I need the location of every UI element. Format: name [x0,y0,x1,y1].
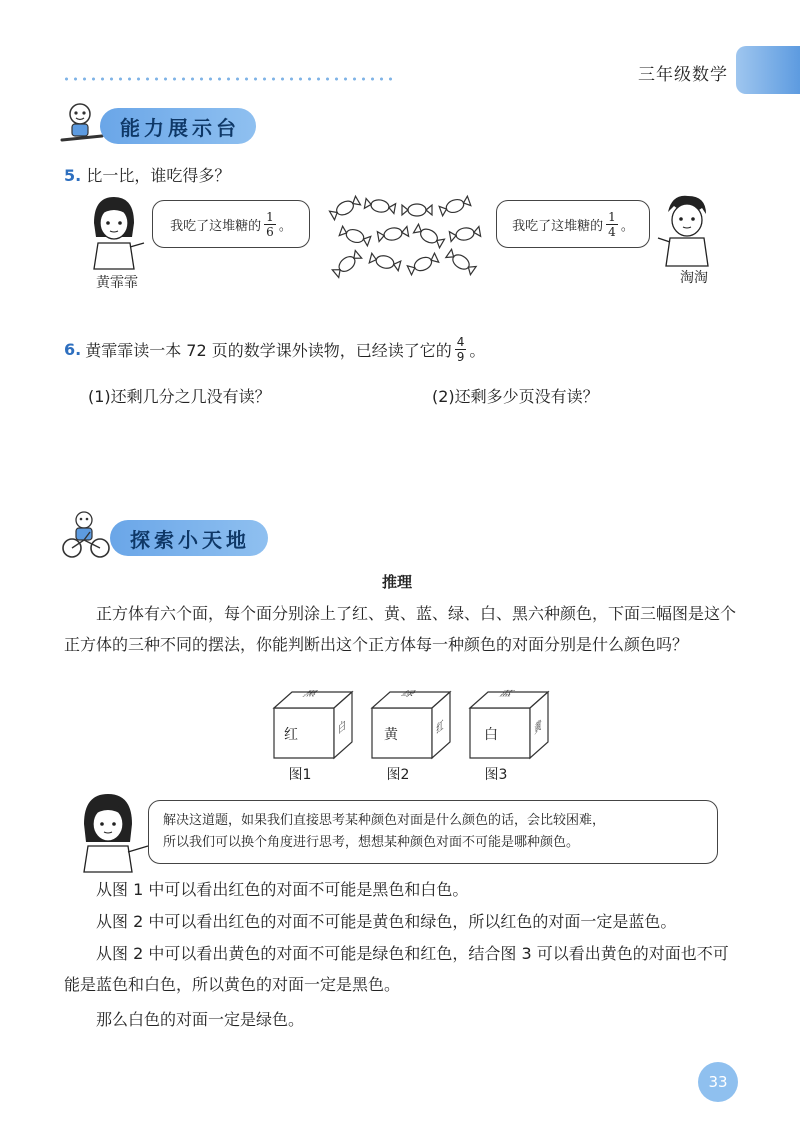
problem-paragraph: 正方体有六个面，每个面分别涂上了红、黄、蓝、绿、白、黑六种颜色，下面三幅图是这个正方体的三种不同的摆法，你能判断出这个正方体每一种颜色的对面分别是什么颜色吗？ [64,604,737,654]
header-dotted-line [62,76,392,82]
figure-3-caption: 图3 [484,767,508,783]
question-6-end: 。 [469,341,486,360]
hint-line-2: 所以我们可以换个角度进行思考，想想某种颜色对面不可能是哪种颜色。 [163,835,580,850]
right-speech-bubble: 我吃了这堆糖的 $\frac{1}{4}$ 。 [496,200,650,248]
cube1-top-label: 黑 [300,689,321,698]
grade-label: 三年级数学 [638,65,728,85]
section2-banner [110,520,268,556]
cube2-front-label: 黄 [384,727,398,743]
cube3-front-label: 白 [484,727,498,743]
section1-title: 能力展示台 [120,115,240,140]
page-number: 33 [698,1062,738,1102]
cube1-front-label: 红 [284,727,298,743]
question-5-number: 5. [64,166,82,185]
solution-line-3: 从图 2 中可以看出黄色的对面不可能是绿色和红色，结合图 3 可以看出黄色的对面也不可能是蓝色和白色，所以黄色的对面一定是黑色。 [64,944,729,994]
right-character-name: 淘淘 [680,270,708,286]
hint-line-1: 解决这道题，如果我们直接思考某种颜色对面是什么颜色的话，会比较困难， [163,813,606,828]
figure-1-caption: 图1 [288,767,312,783]
left-speech-bubble: 我吃了这堆糖的 $\frac{1}{6}$ 。 [152,200,310,248]
figure-2-caption: 图2 [386,767,410,783]
right-fraction-denominator: 4 [608,224,616,239]
question-6-sub1: (1)还剩几分之几没有读？ [88,387,271,406]
question-6-text: 黄霏霏读一本 72 页的数学课外读物，已经读了它的 [85,341,452,360]
question-6-fraction-numerator: 4 [456,335,465,349]
hint-girl-illustration [72,790,152,874]
question-6 [64,336,485,363]
question-6-fraction [455,336,467,363]
left-fraction-numerator: 1 [266,209,274,224]
cube2-side-label: 红 [436,716,444,738]
girl-illustration [80,193,150,273]
reasoning-subtitle: 推理 [382,573,413,591]
right-fraction [606,211,618,238]
cube3-top-label: 蓝 [496,689,517,698]
grade-tab [736,46,800,94]
cube3-side-label: 黄 [534,716,542,738]
candy-pile [325,190,485,280]
left-fraction [264,211,276,238]
section1-banner [100,108,256,144]
section2-bicycle-icon [60,510,112,560]
question-6-number: 6. [64,340,82,359]
cube1-side-label: 白 [338,716,346,738]
section2-title: 探索小天地 [130,527,250,552]
question-6-fraction-denominator: 9 [456,350,465,364]
solution-line-2: 从图 2 中可以看出红色的对面不可能是黄色和绿色，所以红色的对面一定是蓝色。 [96,912,677,931]
left-character-name: 黄霏霏 [96,275,138,291]
right-speech-text: 我吃了这堆糖的 [512,218,604,234]
question-5-text: 比一比，谁吃得多？ [86,166,231,185]
solution-line-4: 那么白色的对面一定是绿色。 [96,1010,305,1029]
hint-speech-bubble [148,800,718,864]
solution-line-1: 从图 1 中可以看出红色的对面不可能是黑色和白色。 [96,880,469,899]
question-5 [64,163,230,186]
boy-illustration [652,190,722,270]
left-fraction-denominator: 6 [266,224,274,239]
right-fraction-numerator: 1 [608,209,616,224]
left-speech-text: 我吃了这堆糖的 [170,218,262,234]
question-6-sub2: (2)还剩多少页没有读？ [432,387,599,406]
cube2-top-label: 绿 [398,689,419,698]
